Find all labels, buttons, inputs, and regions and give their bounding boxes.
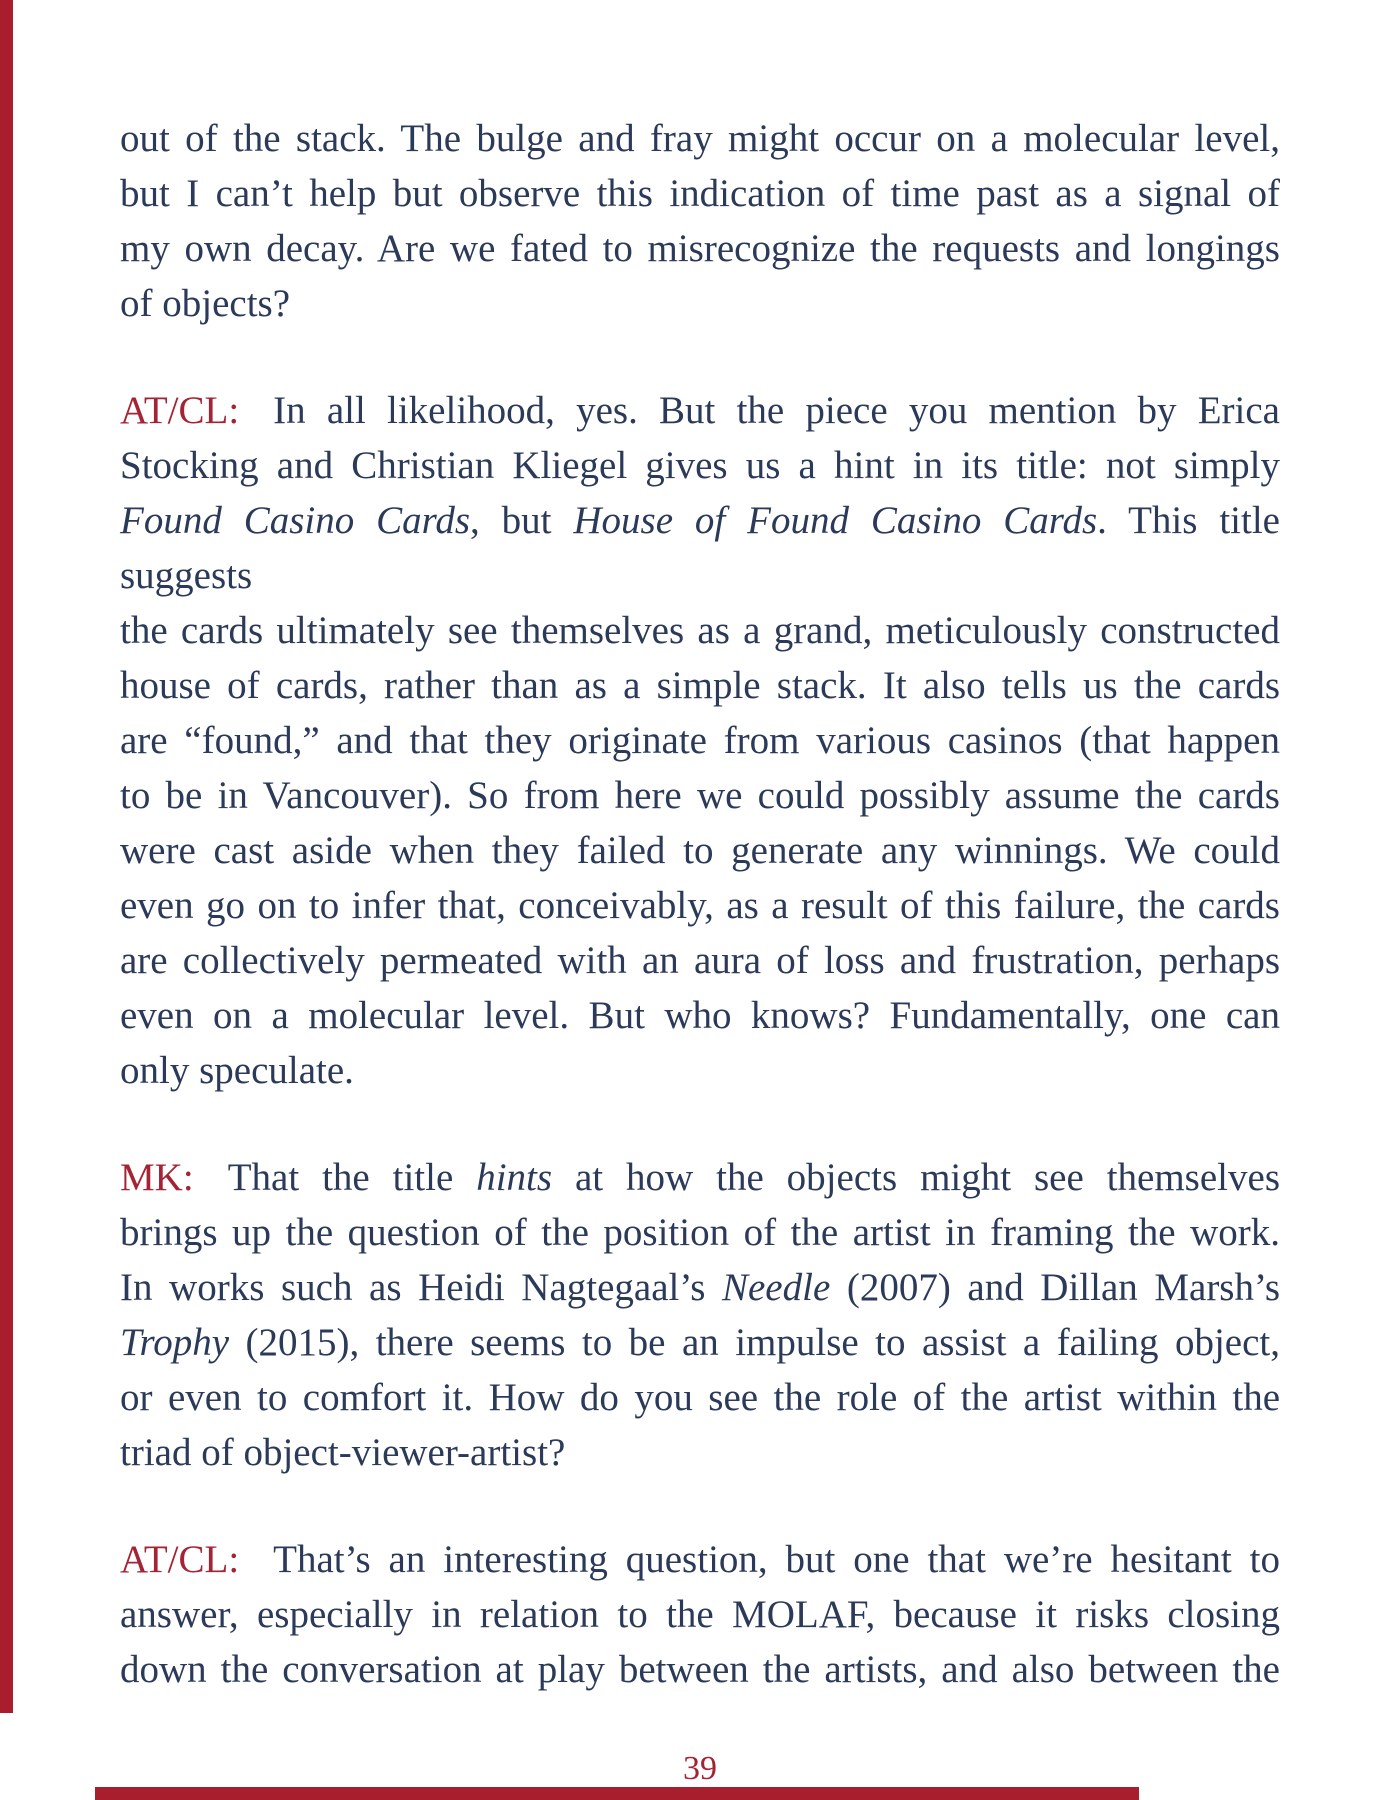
text-line (120, 111, 1280, 166)
text-segment: . This title suggests (120, 499, 1280, 597)
text-segment: or even to comfort it. How do you see the role of the artist within the (120, 1376, 1280, 1419)
text-segment: but I can’t help but observe this indication of time past as a signal of (120, 172, 1280, 215)
text-line (120, 1587, 1280, 1642)
text-segment: my own decay. Are we fated to misrecognize the requests and longings (120, 227, 1280, 270)
italic-text-segment: Trophy (120, 1321, 230, 1364)
text-line (120, 221, 1280, 276)
speaker-label: MK: (120, 1156, 194, 1199)
text-line (120, 1205, 1280, 1260)
text-line (120, 658, 1280, 713)
speaker-label: AT/CL: (120, 1538, 240, 1581)
text-line (120, 1043, 1280, 1098)
text-line (120, 438, 1280, 493)
text-line (120, 1425, 1280, 1480)
text-segment: to be in Vancouver). So from here we could possibly assume the cards (120, 774, 1280, 817)
text-segment: brings up the question of the position of the artist in framing the work. (120, 1211, 1280, 1254)
text-segment: triad of object-viewer-artist? (120, 1431, 566, 1474)
text-segment: answer, especially in relation to the MOLAF, because it risks closing (120, 1593, 1280, 1636)
text-line (120, 823, 1280, 878)
text-segment: , but (470, 499, 574, 542)
paragraph (120, 1150, 1280, 1480)
text-segment: even on a molecular level. But who knows? Fundamentally, one can (120, 994, 1280, 1037)
text-line (120, 383, 1280, 438)
text-segment: That’s an interesting question, but one that we’re hesitant to (273, 1538, 1280, 1581)
paragraph (120, 1532, 1280, 1697)
text-segment: even go on to infer that, conceivably, as a result of this failure, the cards (120, 884, 1280, 927)
text-segment: That the title (227, 1156, 477, 1199)
text-segment: the cards ultimately see themselves as a grand, meticulously constructed (120, 609, 1280, 652)
page-number: 39 (683, 1750, 717, 1787)
paragraph (120, 383, 1280, 1098)
text-segment: (2015), there seems to be an impulse to assist a failing object, (229, 1321, 1280, 1364)
italic-text-segment: hints (476, 1156, 553, 1199)
paragraph (120, 111, 1280, 331)
left-page-edge-accent (0, 0, 13, 1713)
text-segment: are “found,” and that they originate from various casinos (that happen (120, 719, 1280, 762)
text-line (120, 1260, 1280, 1315)
text-line (120, 713, 1280, 768)
text-line (120, 1150, 1280, 1205)
text-line (120, 166, 1280, 221)
italic-text-segment: House of Found Casino Cards (573, 499, 1098, 542)
text-line (120, 1370, 1280, 1425)
italic-text-segment: Needle (721, 1266, 831, 1309)
text-segment: (2007) and Dillan Marsh’s (830, 1266, 1280, 1309)
text-line (120, 493, 1280, 603)
text-segment: house of cards, rather than as a simple stack. It also tells us the cards (120, 664, 1280, 707)
text-line (120, 878, 1280, 933)
text-segment: only speculate. (120, 1049, 354, 1092)
text-line (120, 768, 1280, 823)
text-segment: In all likelihood, yes. But the piece you mention by Erica (273, 389, 1280, 432)
text-line (120, 1315, 1280, 1370)
text-segment: were cast aside when they failed to generate any winnings. We could (120, 829, 1280, 872)
text-segment: In works such as Heidi Nagtegaal’s (120, 1266, 722, 1309)
text-column (120, 0, 1280, 1789)
text-line (120, 1642, 1280, 1697)
text-segment: out of the stack. The bulge and fray might occur on a molecular level, (120, 117, 1280, 160)
text-segment: Stocking and Christian Kliegel gives us a hint in its title: not simply (120, 444, 1280, 487)
text-segment: of objects? (120, 282, 291, 325)
text-line (120, 603, 1280, 658)
text-line (120, 276, 1280, 331)
text-line (120, 988, 1280, 1043)
text-segment: at how the objects might see themselves (552, 1156, 1280, 1199)
text-segment: are collectively permeated with an aura of loss and frustration, perhaps (120, 939, 1280, 982)
speaker-label: AT/CL: (120, 389, 240, 432)
text-segment: down the conversation at play between the artists, and also between the (120, 1648, 1280, 1691)
text-line (120, 1532, 1280, 1587)
body-text (120, 111, 1280, 1697)
text-line (120, 933, 1280, 988)
italic-text-segment: Found Casino Cards (120, 499, 471, 542)
